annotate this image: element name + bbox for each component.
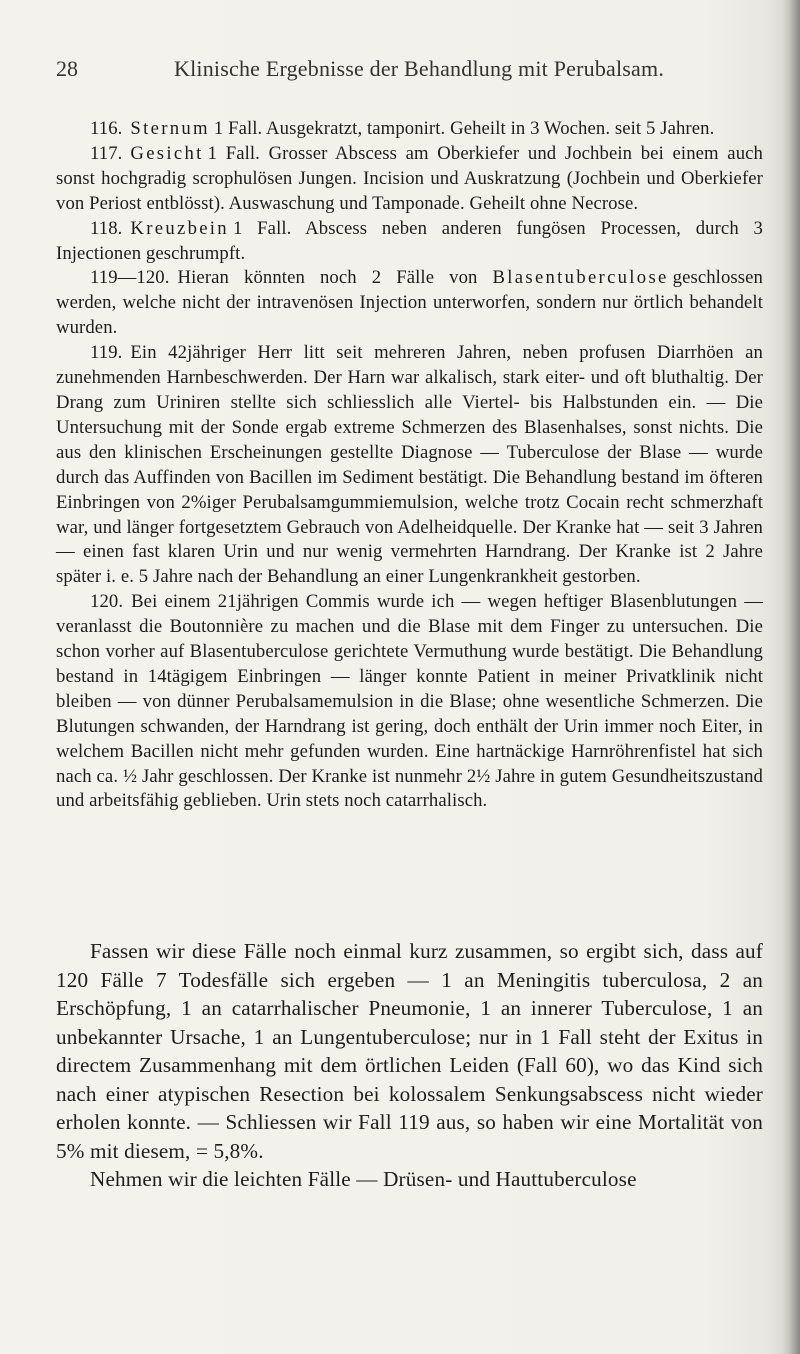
page-edge-shadow [782, 0, 800, 1354]
case-text: 1 Fall. Grosser Abscess am Oberkiefer und Jochbein bei einem auch sonst hochgradig scrophulösen Jungen. Incision und Auskratzung (Jochbein und Oberkiefer von Periost entblösst). Auswaschung und Tamponade. Geheilt ohne Necrose. [56, 142, 763, 214]
case-118 [56, 217, 763, 267]
summary-continuation: Nehmen wir die leichten Fälle — Drüsen- und Hauttuberculose [90, 1167, 637, 1191]
case-text: 1 Fall. Abscess neben anderen fungösen Processen, durch 3 Injectionen geschrumpft. [56, 217, 763, 264]
case-number: 119. [90, 342, 123, 364]
case-site: Gesicht [130, 142, 204, 164]
running-title: Klinische Ergebnisse der Behandlung mit Perubalsam. [174, 56, 665, 81]
case-text: 1 Fall. Ausgekratzt, tamponirt. Geheilt in 3 Wochen. seit 5 Jahren. [213, 118, 715, 139]
case-text-pre: Hieran könnten noch 2 Fälle von [177, 267, 478, 289]
case-number: 120. [90, 591, 124, 613]
case-text: Ein 42jähriger Herr litt seit mehreren Jahren, neben profusen Diarrhöen an zunehmenden Harnbeschwerden. Der Harn war alkalisch, stark eiter- und oft bluthaltig. Der Drang zum Uriniren stellte sich schliesslich alle Viertel- bis Halbstunden ein. — Die Untersuchung mit der Sonde ergab extreme Schmerzen des Blasenhalses, sonst nichts. Die aus den klinischen Erscheinungen gestellte Diagnose — Tuberculose der Blase — wurde durch das Auffinden von Bacillen im Sediment bestätigt. Die Behandlung bestand im öfteren Einbringen von 2%iger Perubalsamgummiemulsion, welche trotz Cocain recht schmerzhaft war, und länger fortgesetztem Gebrauch von Adelheidquelle. Der Kranke hat — seit 3 Jahren — einen fast klaren Urin und nur wenig vermehrten Harndrang. Der Kranke ist 2 Jahre später i. e. 5 Jahre nach der Behandlung an einer Lungenkrankheit gestorben. [56, 342, 763, 588]
summary-paragraph: Fassen wir diese Fälle noch einmal kurz zusammen, so ergibt sich, dass auf 120 Fälle 7 Todesfälle sich ergeben — 1 an Meningitis tuberculosa, 2 an Erschöpfung, 1 an catarrhalischer Pneumonie, 1 an innerer Tuberculose, 1 an unbekannter Ursache, 1 an Lungentuberculose; nur in 1 Fall steht der Exitus in directem Zusammenhang mit dem örtlichen Leiden (Fall 60), wo das Kind sich nach einer atypischen Resection bei kolossalem Senkungsabscess nicht wieder erholen konnte. — Schliessen wir Fall 119 aus, so haben wir eine Mortalität von 5% mit diesem, = 5,8%. [56, 939, 763, 1163]
page-number: 28 [56, 56, 78, 81]
case-119-120 [56, 266, 763, 341]
case-site: Sternum [130, 118, 210, 139]
case-highlight: Blasentuberculose [492, 267, 669, 289]
case-117 [56, 142, 763, 217]
case-text-post: geschlossen werden, welche nicht der intravenösen Injection unterworfen, sondern nur örtlich behandelt wurden. [56, 267, 763, 339]
case-number: 118. [90, 217, 123, 239]
case-119 [56, 341, 763, 590]
case-120 [56, 590, 763, 814]
case-site: Kreuzbein [130, 217, 229, 239]
case-text: Bei einem 21jährigen Commis wurde ich — wegen heftiger Blasenblutungen — veranlasst die Boutonnière zu machen und die Blase mit dem Finger zu untersuchen. Die schon vorher auf Blasentuberculose gerichtete Vermuthung wurde bestätigt. Die Behandlung bestand in 14tägigem Einbringen — länger konnte Patient in meiner Privatklinik nicht bleiben — von dünner Perubalsamemulsion in die Blase; ohne wesentliche Schmerzen. Die Blutungen schwanden, der Harndrang ist gering, doch enthält der Urin immer noch Eiter, in welchem Bacillen nicht mehr gefunden wurden. Eine hartnäckige Harnröhrenfistel hat sich nach ca. ½ Jahr geschlossen. Der Kranke ist nunmehr 2½ Jahre in gutem Gesundheitszustand und arbeitsfähig geblieben. Urin stets noch catarrhalisch. [56, 591, 763, 812]
case-list [56, 117, 763, 814]
case-number: 119—120. [90, 267, 170, 289]
page-header [56, 56, 756, 86]
case-number: 116. [90, 118, 123, 139]
case-number: 117. [90, 142, 123, 164]
summary-section [56, 937, 763, 1194]
case-116 [56, 117, 763, 142]
